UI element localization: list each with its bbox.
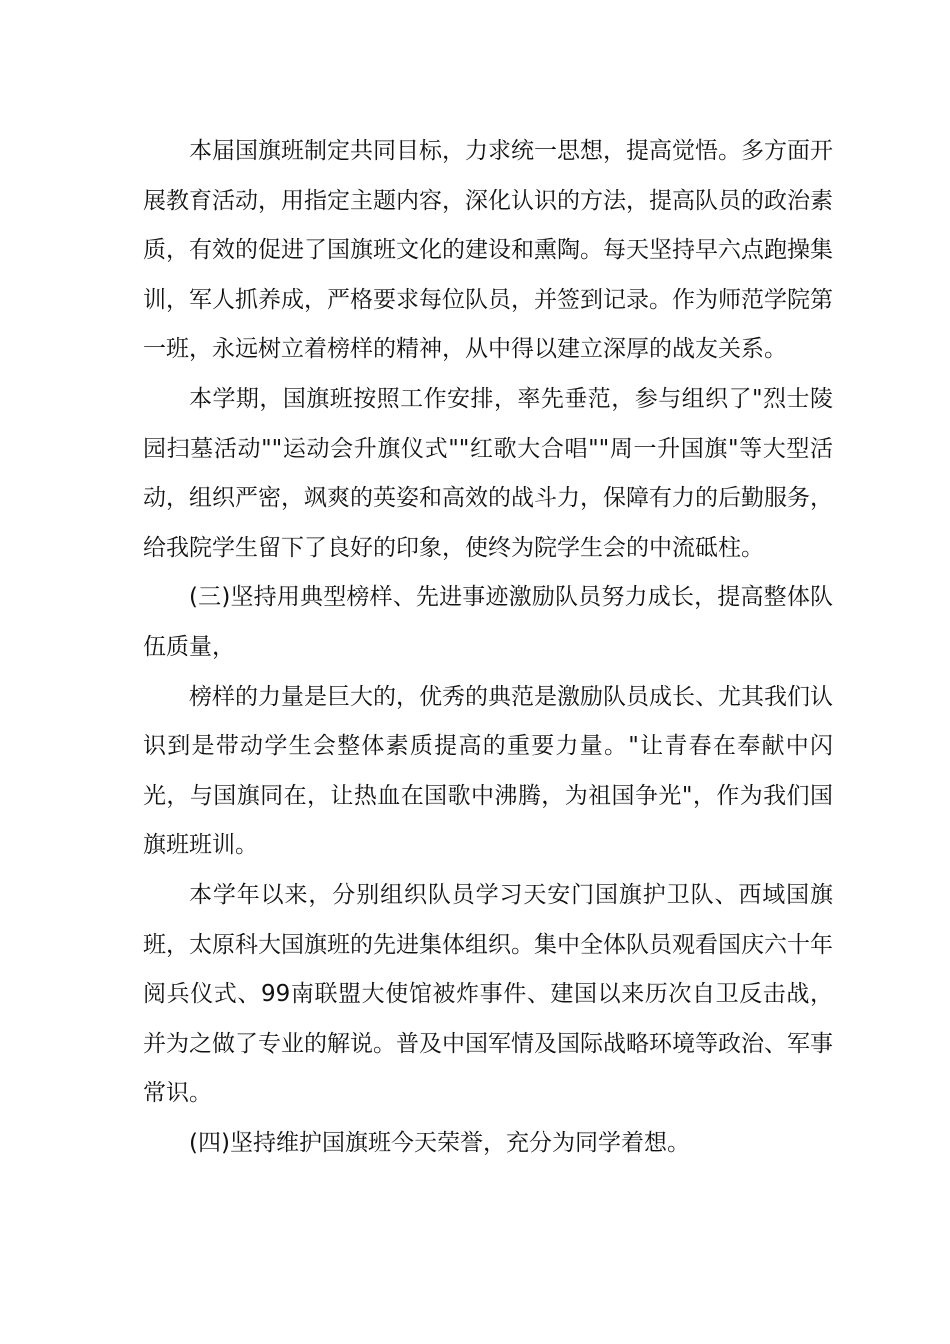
paragraph-6-heading: (四)坚持维护国旗班今天荣誉，充分为同学着想。 <box>189 1129 690 1156</box>
paragraph-4: 榜样的力量是巨大的，优秀的典范是激励队员成长、尤其我们认识到是带动学生会整体素质提高的重要力量。"让青春在奉献中闪光，与国旗同在，让热血在国歌中沸腾，为祖国争光"，作为我们国旗班班训。 <box>143 683 833 859</box>
paragraph-2: 本学期，国旗班按照工作安排，率先垂范，参与组织了"烈士陵园扫墓活动""运动会升旗仪式""红歌大合唱""周一升国旗"等大型活动，组织严密，飒爽的英姿和高效的战斗力，保障有力的后勤服务，给我院学生留下了良好的印象，使终为院学生会的中流砥柱。 <box>143 385 833 561</box>
paragraph-5: 本学年以来，分别组织队员学习天安门国旗护卫队、西域国旗班，太原科大国旗班的先进集体组织。集中全体队员观看国庆六十年阅兵仪式、99南联盟大使馆被炸事件、建国以来历次自卫反击战，并为之做了专业的解说。普及中国军情及国际战略环境等政治、军事常识。 <box>143 881 833 1107</box>
document-body <box>143 127 833 1168</box>
paragraph-3-heading: (三)坚持用典型榜样、先进事迹激励队员努力成长，提高整体队伍质量， <box>143 584 833 660</box>
paragraph-1: 本届国旗班制定共同目标，力求统一思想，提高觉悟。多方面开展教育活动，用指定主题内容，深化认识的方法，提高队员的政治素质，有效的促进了国旗班文化的建设和熏陶。每天坚持早六点跑操集训，军人抓养成，严格要求每位队员，并签到记录。作为师范学院第一班，永远树立着榜样的精神，从中得以建立深厚的战友关系。 <box>143 138 833 363</box>
